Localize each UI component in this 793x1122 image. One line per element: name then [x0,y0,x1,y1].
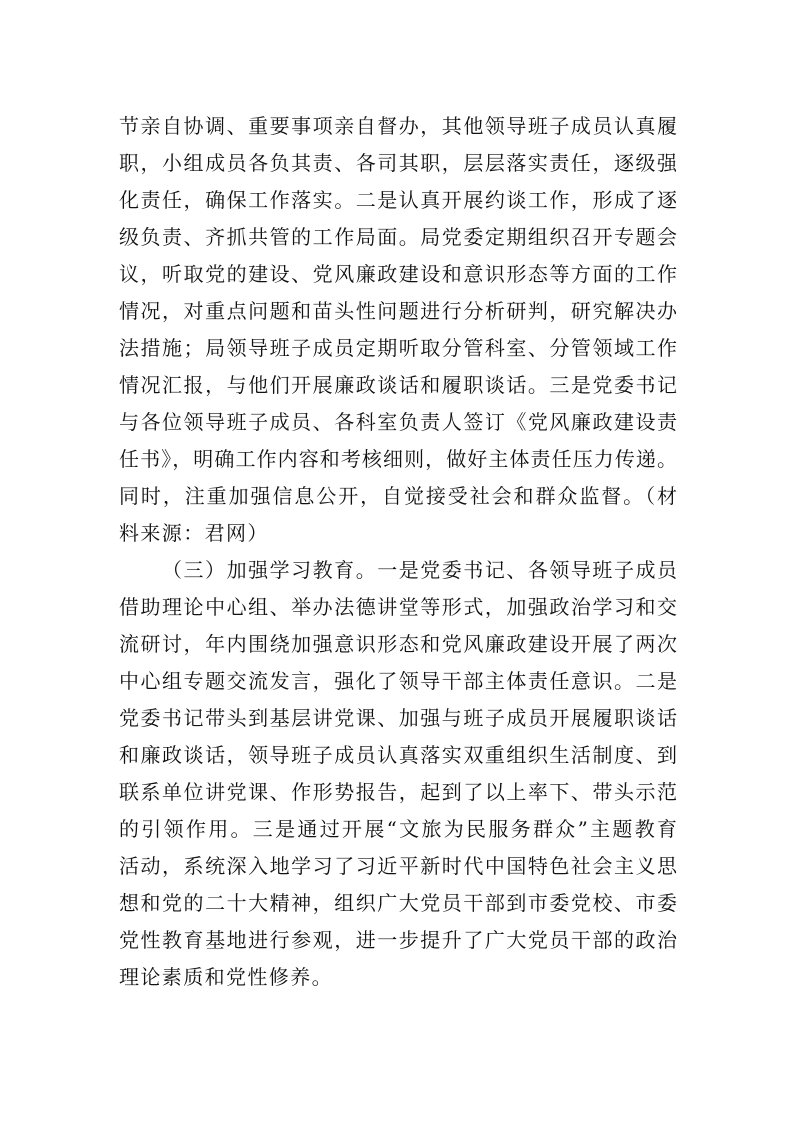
text-line: 和廉政谈话，领导班子成员认真落实双重组织生活制度、到 [119,743,677,767]
paragraph [119,552,677,996]
text-line: 与各位领导班子成员、各科室负责人签订《党风廉政建设责 [119,410,677,434]
text-line: 想和党的二十大精神，组织广大党员干部到市委党校、市委 [119,891,677,915]
text-line: 情况汇报，与他们开展廉政谈话和履职谈话。三是党委书记 [119,373,677,397]
text-line: 借助理论中心组、举办法德讲堂等形式，加强政治学习和交 [119,595,677,619]
text-line: 议，听取党的建设、党风廉政建设和意识形态等方面的工作 [119,262,677,286]
text-line: 的引领作用。三是通过开展“文旅为民服务群众”主题教育 [119,817,677,841]
text-line: 化责任，确保工作落实。二是认真开展约谈工作，形成了逐 [119,188,677,212]
text-line: 同时，注重加强信息公开，自觉接受社会和群众监督。（材 [119,484,677,508]
text-line: 法措施；局领导班子成员定期听取分管科室、分管领域工作 [119,336,677,360]
text-line: 中心组专题交流发言，强化了领导干部主体责任意识。二是 [119,669,677,693]
text-line: 联系单位讲党课、作形势报告，起到了以上率下、带头示范 [119,780,677,804]
text-line: 流研讨，年内围绕加强意识形态和党风廉政建设开展了两次 [119,632,677,656]
document-page [119,108,677,996]
text-line: 料来源：君网） [119,521,269,545]
text-line: 任书》，明确工作内容和考核细则，做好主体责任压力传递。 [119,447,677,471]
text-line: 党委书记带头到基层讲党课、加强与班子成员开展履职谈话 [119,706,677,730]
text-line: 情况，对重点问题和苗头性问题进行分析研判，研究解决办 [119,299,677,323]
text-line: 活动，系统深入地学习了习近平新时代中国特色社会主义思 [119,854,677,878]
text-line: 级负责、齐抓共管的工作局面。局党委定期组织召开专题会 [119,225,677,249]
text-line: 党性教育基地进行参观，进一步提升了广大党员干部的政治 [119,928,677,952]
paragraph [119,108,677,552]
text-line: 节亲自协调、重要事项亲自督办，其他领导班子成员认真履 [119,114,677,138]
text-line: （三）加强学习教育。一是党委书记、各领导班子成员 [162,558,677,582]
text-line: 职，小组成员各负其责、各司其职，层层落实责任，逐级强 [119,151,677,175]
text-line: 理论素质和党性修养。 [119,965,333,989]
